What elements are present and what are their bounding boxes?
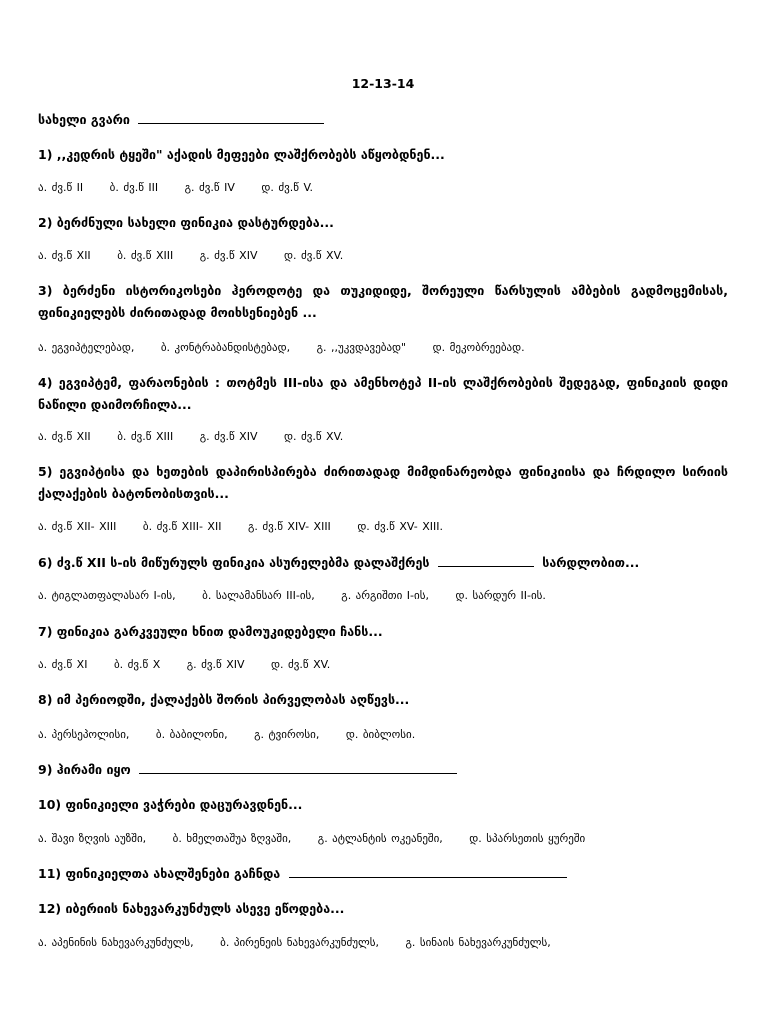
question-10: 10) ფინიკიელი ვაჭრები დაცურავდნენ... [38,797,303,812]
option-1a: ა. ძვ.წ II [38,181,84,194]
option-2a: ა. ძვ.წ XII [38,249,91,262]
option-4b: ბ. ძვ.წ XIII [117,430,174,443]
option-5a: ა. ძვ.წ XII- XIII [38,520,117,533]
option-1c: გ. ძვ.წ IV [184,181,235,194]
option-10d: დ. სპარსეთის ყურეში [469,832,586,845]
question-11-text: 11) ფინიკიელთა ახალშენები გაჩნდა [38,866,281,881]
question-9-blank [139,772,457,774]
worksheet-date: 12-13-14 [351,76,415,91]
option-6b: ბ. სალამანსარ III-ის, [202,589,315,602]
option-6d: დ. სარდურ II-ის. [455,589,546,602]
name-line [38,112,728,127]
option-7b: ბ. ძვ.წ X [113,658,161,671]
option-7c: გ. ძვ.წ XIV [186,658,245,671]
options-5 [38,520,728,533]
option-8b: ბ. ბაბილონი, [155,728,228,741]
question-6 [38,555,728,570]
option-4d: დ. ძვ.წ XV. [283,430,344,443]
option-3b: ბ. კონტრაბანდისტებად, [160,341,291,354]
option-7d: დ. ძვ.წ XV. [271,658,331,671]
option-6a: ა. ტიგლათფალასარ I-ის, [38,589,176,602]
option-7a: ა. ძვ.წ XI [38,658,88,671]
option-5c: გ. ძვ.წ XIV- XIII [247,520,331,533]
question-1: 1) ,,კედრის ტყეში" აქადის მეფეები ლაშქრობებს აწყობდნენ... [38,147,445,162]
options-12 [38,936,728,949]
option-8d: დ. ბიბლოსი. [345,728,416,741]
option-12b: ბ. პირენეის ნახევარკუნძულს, [220,936,379,949]
question-8: 8) იმ პერიოდში, ქალაქებს შორის პირველობას აღწევს... [38,692,410,707]
question-11 [38,866,728,881]
options-6 [38,589,728,602]
option-6c: გ. არგიშთი I-ის, [341,589,429,602]
question-9 [38,762,728,777]
name-label: სახელი გვარი [38,112,130,127]
option-10a: ა. შავი ზღვის აუზში, [38,832,147,845]
options-7 [38,658,728,671]
option-8c: გ. ტვიროსი, [254,728,320,741]
question-3: 3) ბერძენი ისტორიკოსები ჰეროდოტე და თუკიდიდე, შორეული წარსულის ამბების გადმოცემისას, ფინიკიელებს ძირითადად მოიხსენიებენ ... [38,283,728,320]
option-3a: ა. ეგვიპტელებად, [38,341,135,354]
question-6-blank [438,565,534,567]
question-9-text: 9) ჰირამი იყო [38,762,131,777]
option-12c: გ. სინაის ნახევარკუნძულს, [405,936,551,949]
option-12a: ა. აპენინის ნახევარკუნძულს, [38,936,194,949]
options-2 [38,249,728,262]
option-4a: ა. ძვ.წ XII [38,430,91,443]
option-5d: დ. ძვ.წ XV- XIII. [357,520,444,533]
option-4c: გ. ძვ.წ XIV [199,430,258,443]
question-12: 12) იბერიის ნახევარკუნძულს ასევე ეწოდება... [38,901,345,916]
option-10b: ბ. ხმელთაშუა ზღვაში, [172,832,292,845]
option-3d: დ. მეკობრეებად. [432,341,525,354]
question-6-text: 6) ძვ.წ XII ს-ის მიწურულს ფინიკია ასურელებმა დალაშქრეს [38,555,430,570]
options-3 [38,341,728,354]
option-10c: გ. ატლანტის ოკეანეში, [317,832,443,845]
question-7: 7) ფინიკია გარკვეული ხნით დამოუკიდებელი ჩანს... [38,624,383,639]
question-11-blank [289,876,567,878]
option-3c: გ. ,,უკვდავებად" [316,341,407,354]
option-1b: ბ. ძვ.წ III [109,181,159,194]
option-2b: ბ. ძვ.წ XIII [117,249,174,262]
question-4: 4) ეგვიპტემ, ფარაონების : თოტმეს III-ისა და ამენხოტეპ II-ის ლაშქრობების შედეგად, ფინიკიის დიდი ნაწილი დაიმორჩილა... [38,375,728,412]
option-8a: ა. პერსეპოლისი, [38,728,130,741]
name-blank [138,122,324,124]
option-2d: დ. ძვ.წ XV. [283,249,344,262]
option-1d: დ. ძვ.წ V. [261,181,314,194]
option-2c: გ. ძვ.წ XIV [199,249,258,262]
options-4 [38,430,728,443]
options-10 [38,832,728,845]
option-5b: ბ. ძვ.წ XIII- XII [142,520,222,533]
question-5: 5) ეგვიპტისა და ხეთების დაპირისპირება ძირითადად მიმდინარეობდა ფინიკიისა და ჩრდილო სირიის ქალაქების ბატონობისთვის... [38,464,728,501]
options-8 [38,728,728,741]
question-2: 2) ბერძნული სახელი ფინიკია დასტურდება... [38,215,334,230]
options-1 [38,181,728,194]
question-6-text-after: სარდლობით... [542,555,640,570]
